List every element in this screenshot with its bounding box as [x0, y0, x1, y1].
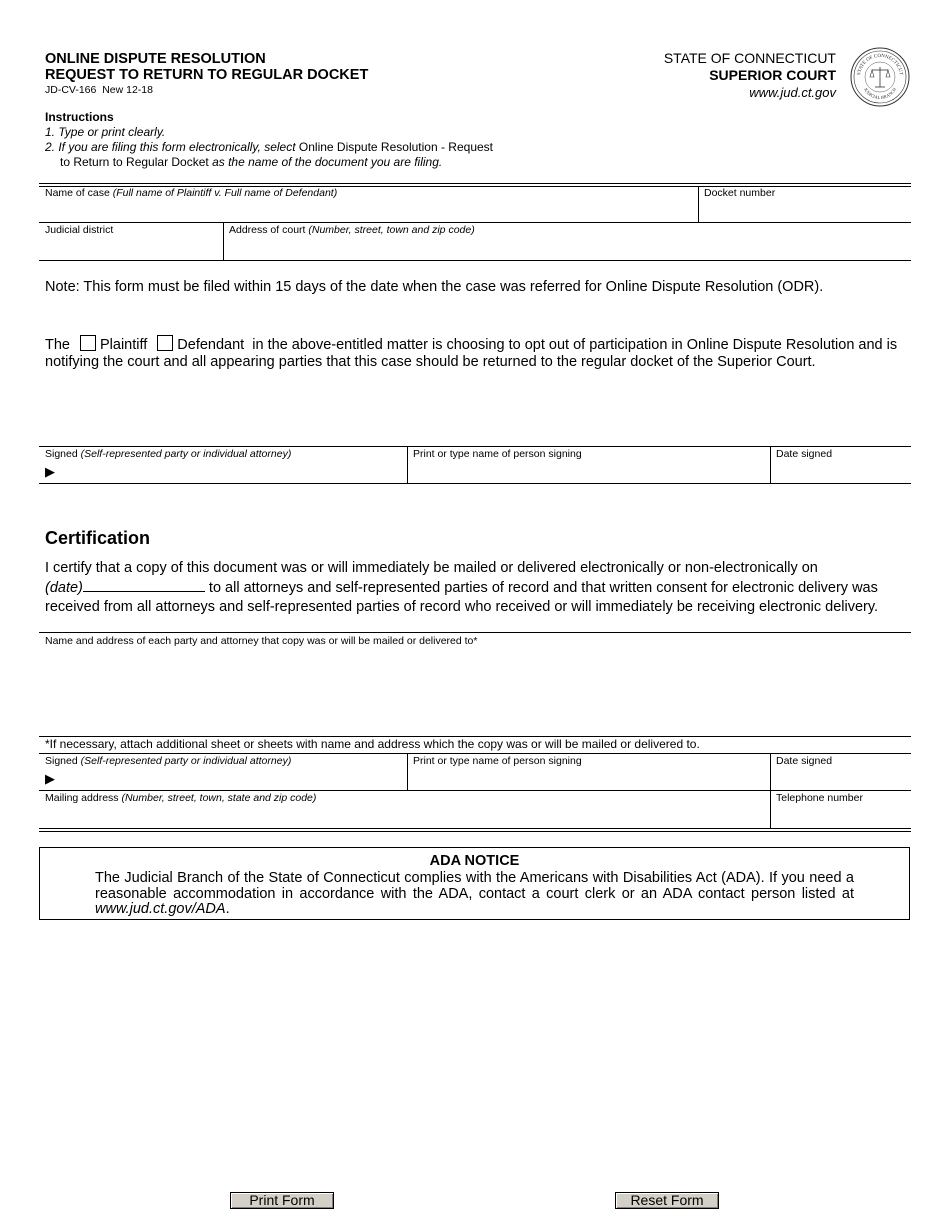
- seal-text-bottom: JUDICIAL BRANCH: [862, 86, 898, 101]
- sign-arrow-icon-2: ▶: [45, 771, 55, 786]
- signed-label-2: Signed (Self-represented party or individual attorney): [45, 755, 292, 767]
- date-label: (date): [45, 579, 83, 596]
- instruction-1: 1. Type or print clearly.: [45, 125, 166, 139]
- form-title-line1: ONLINE DISPUTE RESOLUTION: [45, 51, 266, 67]
- judicial-district-label: Judicial district: [45, 224, 114, 236]
- form-revision: New 12-18: [102, 84, 153, 96]
- court-header: [664, 50, 836, 101]
- form-number-code: JD-CV-166: [45, 84, 97, 96]
- judicial-seal-icon: [850, 47, 910, 107]
- reset-form-button[interactable]: Reset Form: [615, 1192, 719, 1209]
- ada-text: The Judicial Branch of the State of Connecticut complies with the Americans with Disabilities Act (ADA). If you need a reasonable accommodation in accordance with the ADA, contact a court clerk or an ADA contact person listed at www.jud.ct.gov/ADA.: [95, 870, 854, 917]
- instruction-2: 2. If you are filing this form electronically, select Online Dispute Resolution - Request: [45, 140, 493, 154]
- name-of-case-label: Name of case (Full name of Plaintiff v. Full name of Defendant): [45, 187, 338, 199]
- state-name: STATE OF CONNECTICUT: [663, 50, 836, 66]
- instructions: [45, 110, 493, 170]
- attach-footnote: *If necessary, attach additional sheet or sheets with name and address which the copy was or will be mailed or delivered to.: [45, 737, 700, 751]
- ada-heading: ADA NOTICE: [429, 853, 520, 869]
- print-name-label-1: Print or type name of person signing: [413, 448, 582, 460]
- ada-notice: [39, 847, 910, 920]
- telephone-label: Telephone number: [776, 792, 863, 804]
- certification-heading: Certification: [45, 528, 151, 548]
- opt-out-statement: The Plaintiff Defendant in the above-entitled matter is choosing to opt out of participation in Online Dispute Resolution and is notifying the court and all appearing parties that this case should be returned to the regular docket of the Superior Court.: [45, 337, 898, 370]
- plaintiff-checkbox[interactable]: [80, 335, 96, 351]
- mailing-address-label: Mailing address (Number, street, town, state and zip code): [45, 792, 317, 804]
- defendant-label: Defendant: [177, 337, 245, 353]
- recipients-label: Name and address of each party and attorney that copy was or will be mailed or delivered to*: [45, 635, 478, 647]
- print-form-button[interactable]: Print Form: [230, 1192, 334, 1209]
- plaintiff-label: Plaintiff: [100, 337, 148, 353]
- form-title: [45, 51, 368, 83]
- certification-date-field[interactable]: [83, 579, 205, 592]
- defendant-checkbox[interactable]: [157, 335, 173, 351]
- sign-arrow-icon: ▶: [45, 464, 55, 479]
- address-of-court-label: Address of court (Number, street, town and zip code): [229, 224, 475, 236]
- print-name-label-2: Print or type name of person signing: [413, 755, 582, 767]
- certification-text: I certify that a copy of this document was or will immediately be mailed or delivered electronically or non-electronically on (date) to all attorneys and self-represented parties of record and that written consent for electronic delivery was received from all attorneys and self-represented parties of record who received or will immediately be receiving electronic delivery.: [45, 560, 879, 615]
- instructions-heading: Instructions: [45, 110, 114, 124]
- court-website: www.jud.ct.gov: [749, 85, 836, 100]
- opt-out-text: in the above-entitled matter is choosing to opt out of participation in Online Dispute Resolution and is notifying the court and all appearing parties that this case should be returned to the regular docket of the Superior Court.: [45, 337, 898, 370]
- signed-label-1: Signed (Self-represented party or individual attorney): [45, 448, 292, 460]
- form-number: [45, 84, 153, 96]
- court-name: SUPERIOR COURT: [709, 67, 836, 83]
- date-signed-label-1: Date signed: [776, 448, 833, 460]
- docket-number-label: Docket number: [704, 187, 776, 199]
- ada-link[interactable]: www.jud.ct.gov/ADA: [95, 901, 226, 917]
- seal-text-top: STATE OF CONNECTICUT: [857, 53, 903, 76]
- date-signed-label-2: Date signed: [776, 755, 833, 767]
- instruction-2-cont: to Return to Regular Docket as the name of the document you are filing.: [60, 155, 443, 169]
- form-title-line2: REQUEST TO RETURN TO REGULAR DOCKET: [45, 67, 369, 83]
- filing-note: Note: This form must be filed within 15 days of the date when the case was referred for Online Dispute Resolution (ODR).: [45, 279, 824, 295]
